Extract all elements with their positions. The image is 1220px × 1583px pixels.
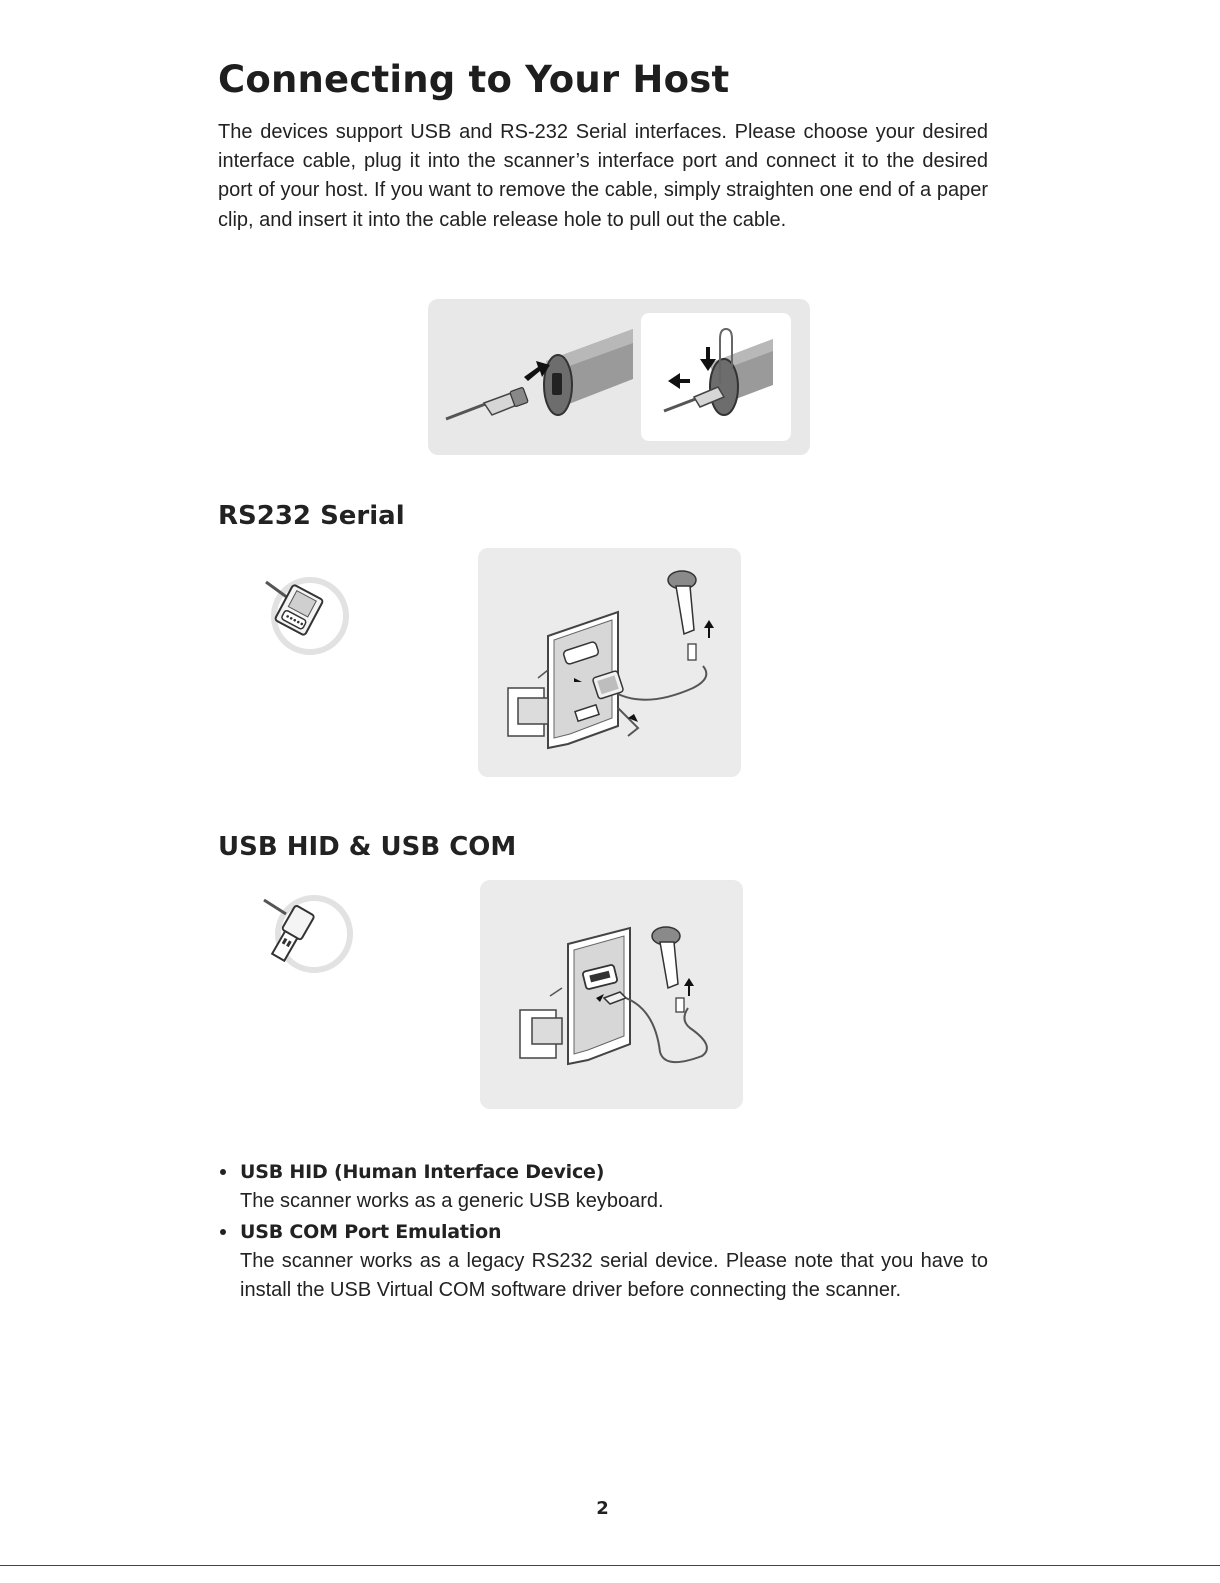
usb-connection-illustration — [480, 880, 743, 1109]
bullet-description-usb-hid: The scanner works as a generic USB keyboard. — [240, 1190, 664, 1212]
bullet-description-usb-com: The scanner works as a legacy RS232 serial device. Please note that you have to install the USB Virtual COM software driver before connecting the scanner. — [240, 1249, 988, 1301]
intro-paragraph: The devices support USB and RS-232 Serial interfaces. Please choose your desired interface cable, plug it into the scanner’s interface port and connect it to the desired port of your host. If you want to remove the cable, simply straighten one end of a paper clip, and insert it into the cable release hole to pull out the cable. — [218, 121, 988, 231]
db9-connector-icon — [258, 574, 350, 660]
page-title: Connecting to Your Host — [218, 58, 730, 101]
page-number: 2 — [596, 1498, 609, 1519]
section-heading-rs232: RS232 Serial — [218, 501, 405, 531]
bullet-title-usb-hid: USB HID (Human Interface Device) — [240, 1161, 605, 1183]
rs232-connection-illustration — [478, 548, 741, 777]
usb-mode-list — [218, 1157, 988, 1306]
bottom-rule — [0, 1565, 1220, 1566]
list-item — [218, 1157, 988, 1217]
usb-connector-icon — [258, 892, 356, 980]
list-item — [218, 1217, 988, 1306]
bullet-title-usb-com: USB COM Port Emulation — [240, 1220, 502, 1243]
cable-connect-illustration — [428, 299, 810, 455]
section-heading-usb: USB HID & USB COM — [218, 832, 517, 862]
